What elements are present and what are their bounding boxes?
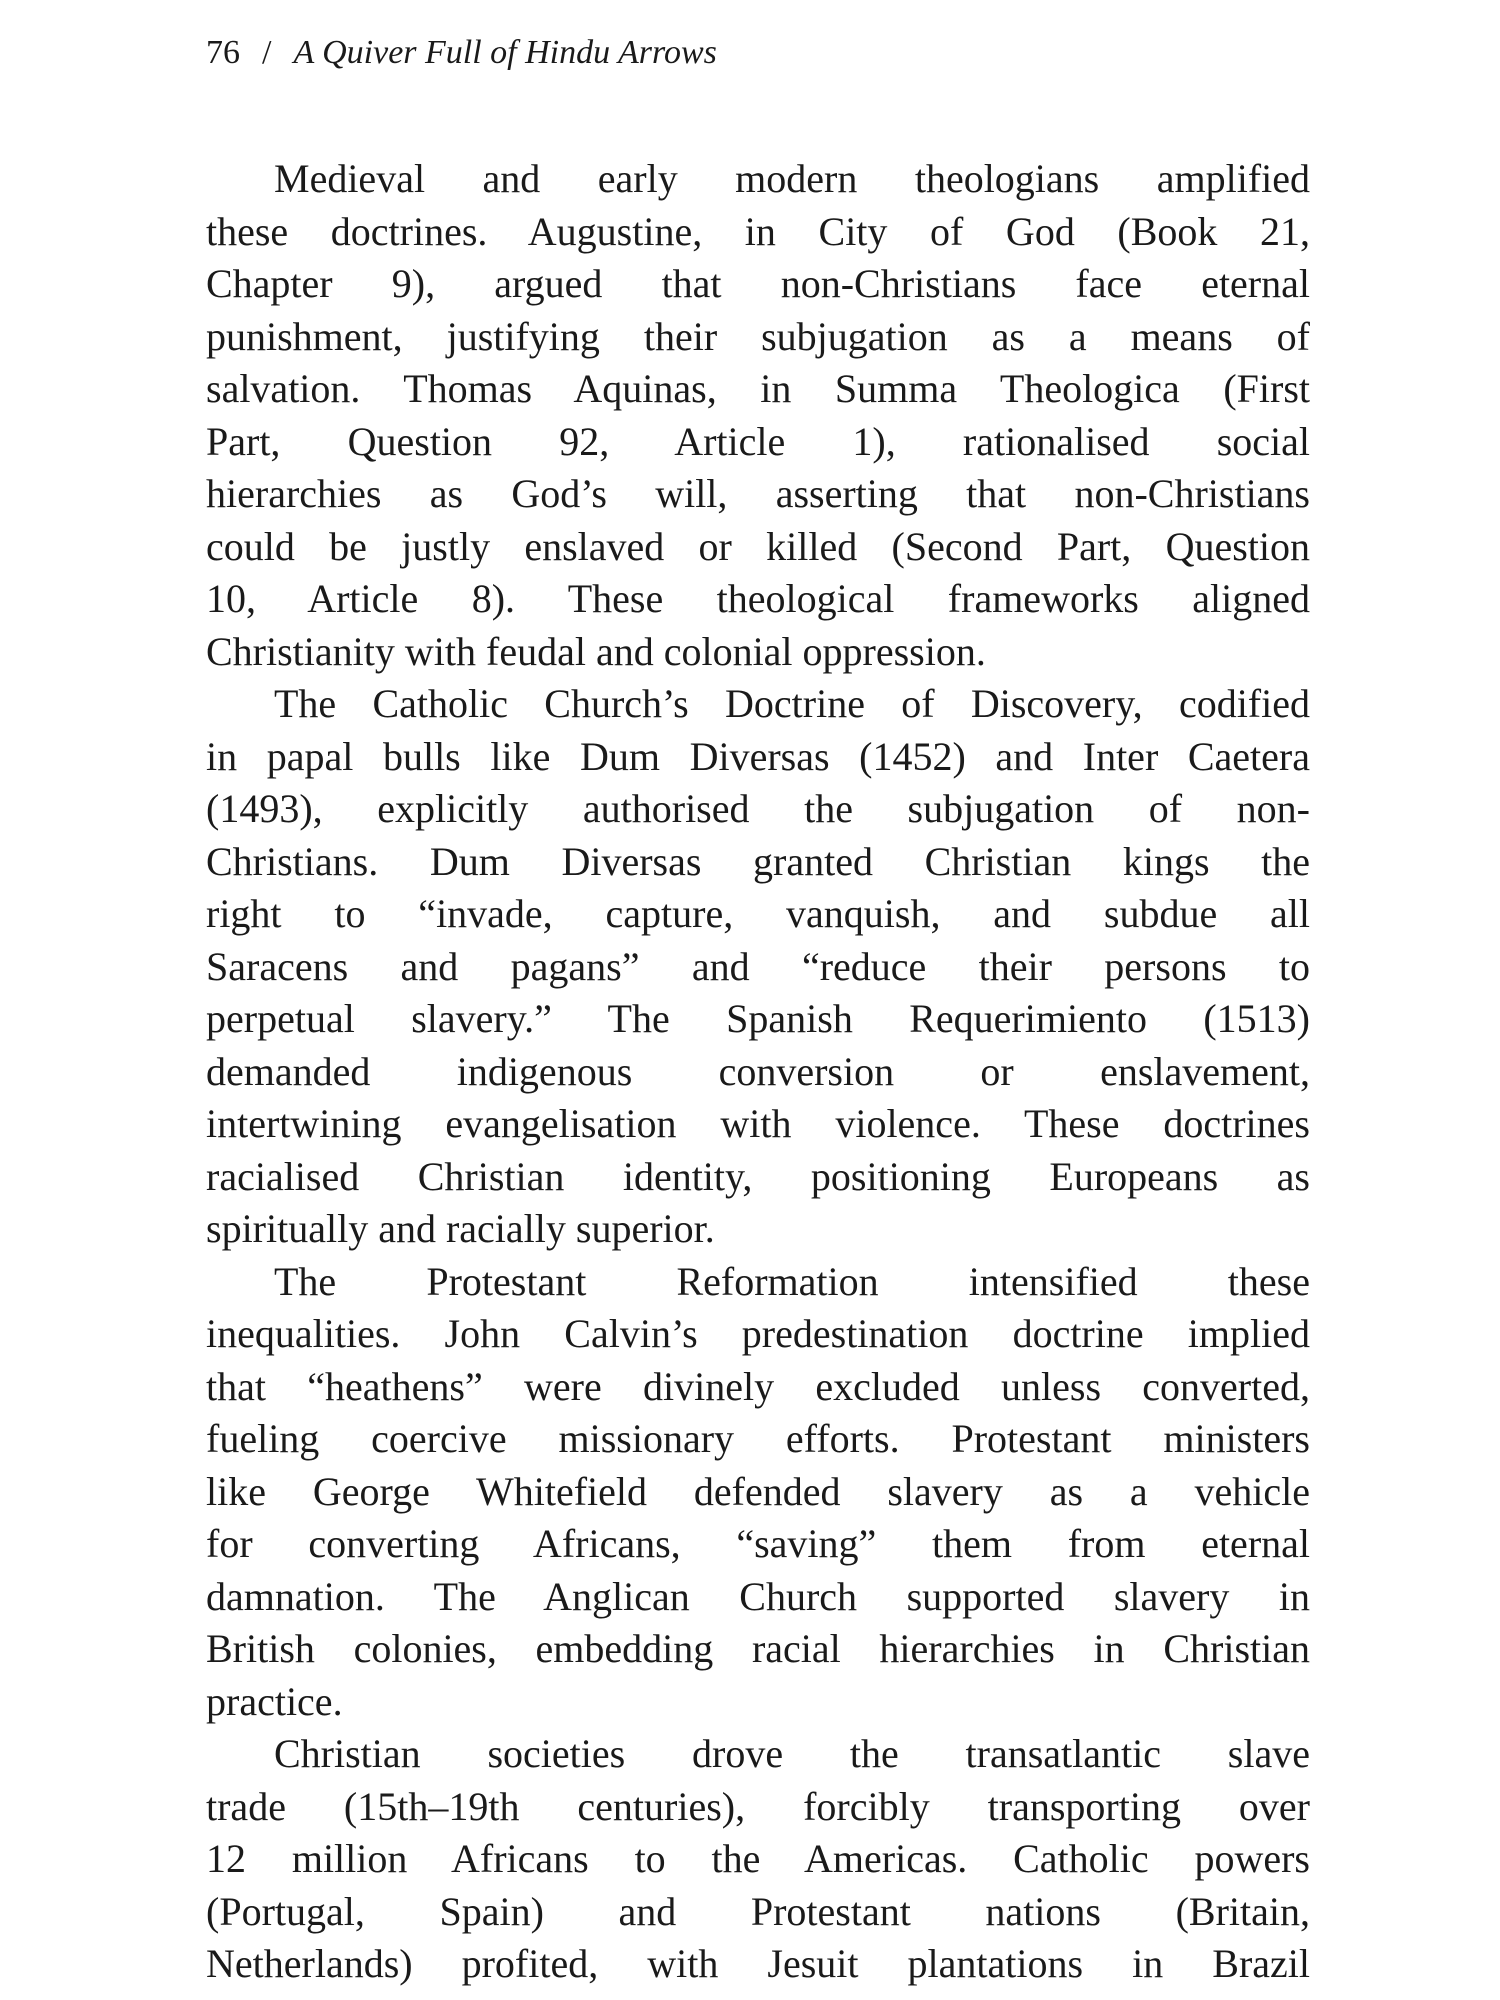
text-line: fueling coercive missionary efforts. Protestant ministers xyxy=(206,1416,1310,1461)
text-line: could be justly enslaved or killed (Second Part, Question xyxy=(206,523,1310,569)
text-line: racialised Christian identity, positioning Europeans as xyxy=(206,1153,1310,1199)
text-line: salvation. Thomas Aquinas, in Summa Theologica (First xyxy=(206,366,1310,411)
text-line: Saracens and pagans” and “reduce their persons to xyxy=(206,943,1310,989)
paragraph xyxy=(206,153,1310,678)
paragraph xyxy=(206,1728,1310,1991)
text-line: inequalities. John Calvin’s predestination doctrine implied xyxy=(206,1311,1310,1356)
text-line: Netherlands) profited, with Jesuit plantations in Brazil xyxy=(206,1941,1310,1986)
text-line: practice. xyxy=(206,1678,343,1724)
text-line: Christianity with feudal and colonial oppression. xyxy=(206,628,986,674)
text-line: (Portugal, Spain) and Protestant nations (Britain, xyxy=(206,1888,1310,1934)
header-separator: / xyxy=(262,34,272,71)
text-line: for converting Africans, “saving” them from eternal xyxy=(206,1521,1310,1566)
text-line: that “heathens” were divinely excluded unless converted, xyxy=(206,1363,1310,1409)
paragraph xyxy=(206,1256,1310,1729)
text-line: Medieval and early modern theologians amplified xyxy=(274,156,1310,201)
running-header xyxy=(206,34,717,72)
text-line: punishment, justifying their subjugation as a means of xyxy=(206,313,1310,359)
text-line: spiritually and racially superior. xyxy=(206,1206,715,1251)
text-line: demanded indigenous conversion or enslavement, xyxy=(206,1048,1310,1094)
text-line: British colonies, embedding racial hierarchies in Christian xyxy=(206,1626,1310,1671)
book-title: A Quiver Full of Hindu Arrows xyxy=(293,34,717,71)
text-line: (1493), explicitly authorised the subjugation of non- xyxy=(206,786,1310,831)
text-line: hierarchies as God’s will, asserting that non-Christians xyxy=(206,471,1310,516)
page-number: 76 xyxy=(206,34,240,71)
text-line: The Protestant Reformation intensified these xyxy=(274,1258,1310,1304)
text-line: right to “invade, capture, vanquish, and subdue all xyxy=(206,891,1310,936)
text-line: in papal bulls like Dum Diversas (1452) and Inter Caetera xyxy=(206,733,1310,779)
text-line: Christians. Dum Diversas granted Christian kings the xyxy=(206,838,1310,884)
text-line: perpetual slavery.” The Spanish Requerimiento (1513) xyxy=(206,996,1310,1041)
text-line: 12 million Africans to the Americas. Catholic powers xyxy=(206,1836,1310,1881)
text-line: intertwining evangelisation with violence. These doctrines xyxy=(206,1101,1310,1146)
text-line: Part, Question 92, Article 1), rationalised social xyxy=(206,418,1310,464)
text-line: 10, Article 8). These theological frameworks aligned xyxy=(206,576,1310,621)
text-line: damnation. The Anglican Church supported slavery in xyxy=(206,1573,1310,1619)
text-line: The Catholic Church’s Doctrine of Discovery, codified xyxy=(274,681,1310,726)
text-line: trade (15th–19th centuries), forcibly transporting over xyxy=(206,1783,1310,1829)
text-line: like George Whitefield defended slavery as a vehicle xyxy=(206,1468,1310,1514)
text-line: Chapter 9), argued that non-Christians face eternal xyxy=(206,261,1310,306)
text-line: Christian societies drove the transatlantic slave xyxy=(274,1731,1310,1776)
paragraph xyxy=(206,678,1310,1256)
text-line: these doctrines. Augustine, in City of God (Book 21, xyxy=(206,208,1310,254)
page-body xyxy=(206,153,1310,1991)
